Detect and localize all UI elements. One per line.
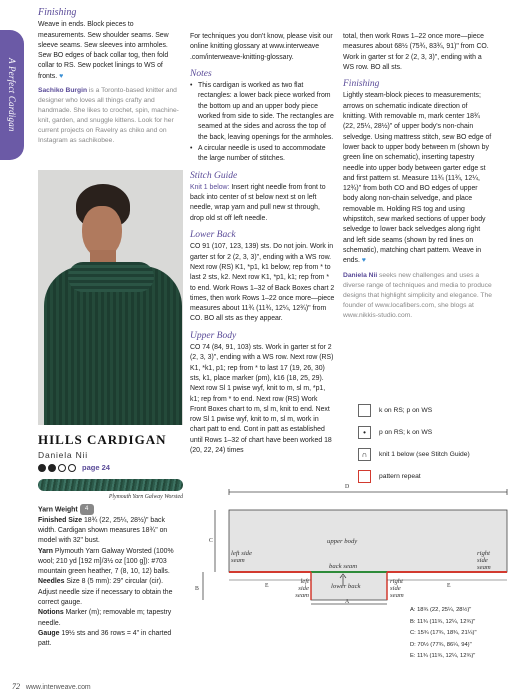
measurement-d: D: 70½ (77¾, 86¼, 94)" — [410, 641, 472, 648]
notes-heading: Notes — [190, 68, 212, 79]
chart-legend — [358, 403, 470, 491]
yarn-weight-icon: 4 — [80, 504, 94, 515]
legend-item: k on RS; p on WS — [358, 403, 470, 418]
left-side-seam-label: left side seam — [231, 550, 252, 564]
heart-icon: ♥ — [59, 72, 64, 80]
legend-item: • p on RS; k on WS — [358, 425, 470, 440]
stitch-guide-heading: Stitch Guide — [190, 170, 238, 181]
schematic-diagram — [185, 486, 515, 606]
yarn-caption: Plymouth Yarn Galway Worsted — [108, 494, 183, 500]
difficulty-dot — [58, 464, 66, 472]
pattern-title: HILLS CARDIGAN — [38, 432, 167, 447]
legend-item: pattern repeat — [358, 469, 470, 484]
right-side-seam-label: right side seam — [477, 550, 491, 571]
column-3 — [343, 32, 493, 321]
knit-symbol-icon — [358, 404, 371, 417]
upper-body-heading: Upper Body — [190, 330, 237, 341]
lower-back-heading: Lower Back — [190, 230, 236, 241]
yarn-weight: Yarn Weight 4 — [38, 504, 183, 516]
difficulty-dot — [48, 464, 56, 472]
stitch-guide-text: Knit 1 below: Insert right needle from front to back into center of st below next st on left needle, wrap yarn and pull new st through, drop old st off left needle. — [190, 183, 326, 222]
pattern-designer: Daniela Nii — [38, 450, 88, 460]
dimension-label-b: B — [195, 586, 199, 592]
designer-bio-sachiko: Sachiko Burgin is a Toronto-based knitter and designer who loves all things crafty and handmade. She likes to crochet, spin, machine-knit, garden, and snuggle kittens. Look for her current projects on Ravelry as chiko and on Instagram as sachikobee. — [38, 87, 179, 145]
needles-info: Needles Size 8 (5 mm): 29" circular (cir). Adjust needle size if necessary to obtain the correct gauge. — [38, 578, 173, 606]
measurement-b: B: 11¾ (11¾, 12¼, 12¾)" — [410, 618, 476, 625]
note-item: • This cardigan is worked as two flat rectangles: a lower back piece worked from the bottom up and an upper body piece worked from side to side. The rectangles are seamed at the sides and across the top of the back, leaving openings for the armholes. — [190, 81, 335, 143]
difficulty-rating — [38, 463, 110, 472]
dimension-label-e: E — [447, 583, 451, 589]
section-side-tab: A Perfect Cardigan — [0, 30, 24, 160]
schematic-measurements — [410, 605, 477, 663]
column-2 — [190, 32, 335, 460]
dimension-label-c: C — [209, 538, 213, 544]
note-item: • A circular needle is used to accommodate the large number of stitches. — [190, 144, 335, 165]
dimension-label-a: A — [345, 599, 350, 605]
finishing-text-2: Lightly steam-block pieces to measurements; arrows on schematic indicate direction of knitting. With removable m, mark center 18¾ (22, 25¼, 28½)" of upper body's non-chain selvedge. Using mattress stitch, sew BO edge of lower back to upper body between m (shown by green line on schematic), inserting tapestry needle into upper body between garter edge st and first pattern st. Measure 11¾ (11¾, 12¼, 12¾)" from both CO and BO edges of upper body along non-chain selvedge, and place removable m. Holding RS tog and using whipstitch, sew marked sections of upper body selvedge to lower back selvedges along right and left side seams (shown by red lines on schematic), matching chart pattern. Weave in ends. ♥ — [343, 92, 492, 265]
notions-info: Notions Marker (m); removable m; tapestry needle. — [38, 609, 172, 627]
right-side-seam-lower-label: right side seam — [390, 578, 404, 599]
dimension-label-e: E — [265, 583, 269, 589]
finishing-text: Weave in ends. Block pieces to measurements. Sew shoulder seams. Sew sleeve seams. Sew sleeves into armholes. Sew BO edges of back collar tog, then fold collar to RS. Sew pocket linings to WS of fronts. ♥ — [38, 21, 169, 80]
heart-icon: ♥ — [361, 257, 366, 265]
yarn-swatch — [38, 479, 183, 491]
pattern-specs — [38, 504, 183, 649]
measurement-a: A: 18¾ (22, 25¼, 28½)" — [410, 607, 472, 613]
finishing-heading: Finishing — [38, 7, 77, 18]
yarn-info: Yarn Plymouth Yarn Galway Worsted (100% wool; 210 yd [192 m]/3½ oz [100 g]): #703 mountain green heather, 7 (8, 10, 12) balls. — [38, 547, 174, 576]
bio-name: Sachiko Burgin — [38, 87, 88, 95]
legend-item: ∩ knit 1 below (see Stitch Guide) — [358, 447, 470, 462]
dimension-label-d: D — [345, 484, 350, 490]
back-seam-label: back seam — [329, 563, 358, 570]
finished-size: Finished Size 18¾ (22, 25¼, 28½)" back width. Cardigan shown measures 18¾" on model with 32" bust. — [38, 516, 168, 545]
finishing-heading-2: Finishing — [343, 79, 380, 90]
designer-bio-daniela: Daniela Nii seeks new challenges and uses a diverse range of techniques and media to produce designs that highlight simplicity and elegance. The founder of www.locafibers.com, she blogs at www.nikkis-studio.com. — [343, 271, 492, 319]
difficulty-dot — [38, 464, 46, 472]
techniques-intro: For techniques you don't know, please visit our online knitting glossary at www.interweave .com/interweave-knitting-glossary. — [190, 33, 333, 61]
page-reference: page 24 — [82, 463, 110, 472]
bio-name: Daniela Nii — [343, 271, 378, 279]
footer-site: www.interweave.com — [25, 684, 91, 691]
column-1 — [38, 8, 183, 146]
page-number: 72 — [12, 682, 20, 691]
difficulty-dot — [68, 464, 76, 472]
lower-back-label: lower back — [331, 583, 361, 590]
model-photo — [38, 170, 183, 425]
pattern-repeat-icon — [358, 470, 371, 483]
upper-body-text: CO 74 (84, 91, 103) sts. Work in garter st for 2 (2, 3, 3)", ending with a WS row. Next row (RS) K1, *k1, p1; rep from * to last 17 (19, 26, 30) sts, k1, place marker (pm), k16 (18, 25, 29). Next row Sl 1 pwise wyf, knit to m, sl m, *p1, k1; rep from * to end. Next row (RS) Work Front Boxes chart to m, sl m, knit to end. Next row Sl 1 pwise wyf, knit to m, sl m, work in chart patt to end. Cont in patt as established until Rows 1–32 of chart have been worked 18 (20, 22, 24) times — [190, 344, 334, 454]
purl-symbol-icon: • — [358, 426, 371, 439]
notes-list — [190, 81, 335, 164]
measurement-e: E: 11¾ (11¾, 12¼, 12¾)" — [410, 653, 476, 659]
left-side-seam-lower-label: left side seam — [295, 578, 309, 599]
lower-back-text: CO 91 (107, 123, 139) sts. Do not join. Work in garter st for 2 (2, 3, 3)", ending with a WS row. Next row (RS) K1, *p1, k1 below; rep from * to last 2 sts, k2. Next row K1, *p1, k1; rep from * to end. Work Rows 1–32 of Back Boxes chart 2 times, then work Rows 1–22 once more—piece measures about 11¾ (11¾, 12¼, 12¾)" from CO. BO all sts as they appear. — [190, 243, 335, 323]
gauge-info: Gauge 19½ sts and 36 rows = 4" in charted patt. — [38, 629, 172, 648]
knit-below-symbol-icon: ∩ — [358, 448, 371, 461]
upper-body-continued: total, then work Rows 1–22 once more—piece measures about 68½ (75¾, 83¾, 91)" from CO. Work in garter st for 2 (2, 3, 3)", ending with a WS row. BO all sts. — [343, 33, 489, 71]
measurement-c: C: 15¾ (17¾, 18¾, 21¼)" — [410, 630, 477, 636]
upper-body-label: upper body — [327, 538, 358, 545]
page-footer — [12, 682, 91, 691]
